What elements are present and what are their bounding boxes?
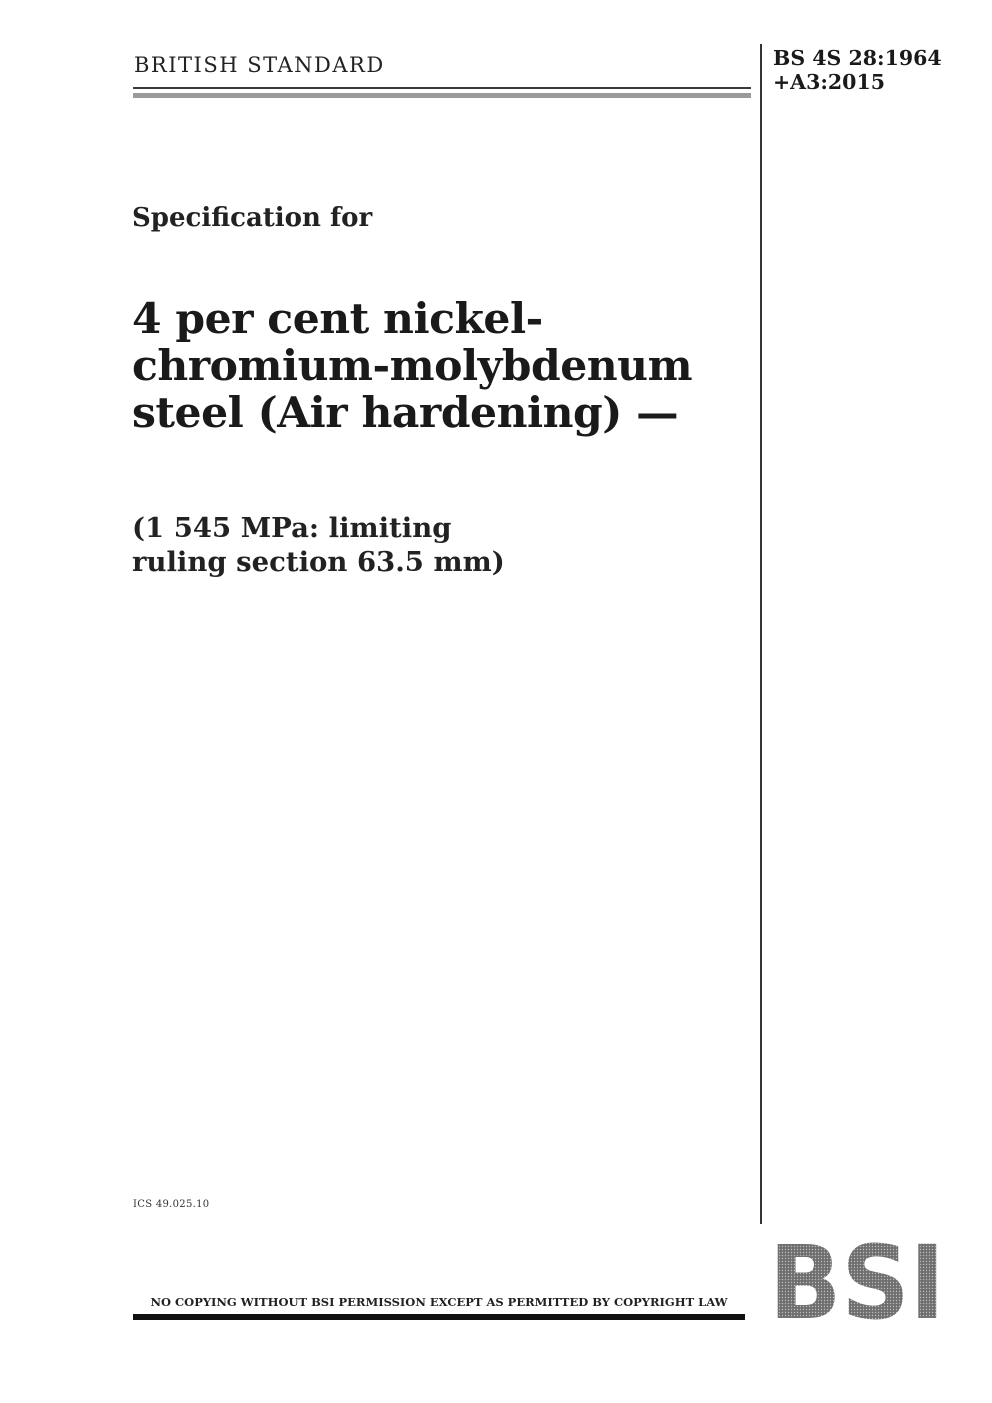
header-rule-thick	[133, 93, 751, 98]
bsi-logo-text: BSI	[769, 1242, 945, 1322]
subtitle-line-1: (1 545 MPa: limiting	[132, 512, 452, 544]
document-title	[132, 296, 692, 437]
title-line-3: steel (Air hardening) —	[132, 388, 679, 438]
ics-code: ICS 49.025.10	[133, 1199, 210, 1210]
vertical-divider	[760, 44, 762, 1224]
footer-rule	[133, 1314, 745, 1320]
title-line-1: 4 per cent nickel-	[132, 294, 543, 344]
designation-amendment: +A3:2015	[773, 70, 885, 94]
subtitle-line-2: ruling section 63.5 mm)	[132, 546, 505, 578]
copyright-notice: NO COPYING WITHOUT BSI PERMISSION EXCEPT AS PERMITTED BY COPYRIGHT LAW	[150, 1295, 728, 1309]
designation-number: BS 4S 28:1964	[773, 46, 942, 70]
title-line-2: chromium-molybdenum	[132, 341, 693, 391]
header-rule-thin	[133, 87, 751, 89]
document-subtitle	[132, 511, 505, 579]
bsi-logo	[769, 1242, 945, 1322]
standard-designation	[773, 46, 942, 94]
spec-for-heading: Specification for	[132, 203, 373, 233]
header-label: BRITISH STANDARD	[134, 53, 385, 77]
